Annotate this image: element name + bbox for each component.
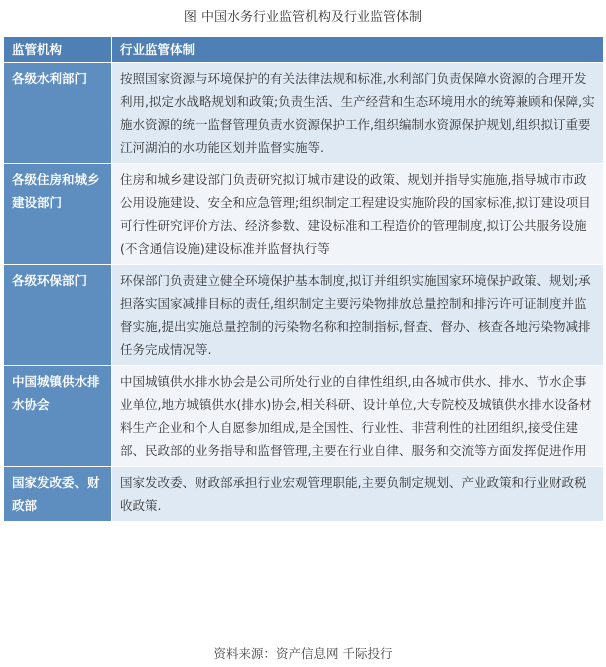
- row-desc-ndrc-mof: 国家发改委、财政部承担行业宏观管理职能,主要负制定规划、产业政策和行业财政税收政策.: [112, 467, 604, 522]
- figure-title: 图 中国水务行业监管机构及行业监管体制: [183, 10, 423, 25]
- table-header-row: [4, 37, 604, 63]
- row-org-ndrc-mof: 国家发改委、财政部: [4, 467, 112, 522]
- row-desc-housing: 住房和城乡建设部门负责研究拟订城市建设的政策、规划并指导实施施,指导城市市政公用设施建设、安全和应急管理;组织制定工程建设实施阶段的国家标准,拟订建设项目可行性研究评价方法、经济参数、建设标准和工程造价的管理制度,拟订公共服务设施(不含通信设施)建设标准并监督执行等: [112, 164, 604, 265]
- table-row: [4, 366, 604, 467]
- header-regulator: 监管机构: [4, 37, 112, 63]
- table-row: [4, 467, 604, 522]
- table-row: [4, 265, 604, 366]
- table-row: [4, 63, 604, 164]
- row-org-water-resources: 各级水利部门: [4, 63, 112, 164]
- regulation-table: [3, 36, 604, 522]
- row-org-housing: 各级住房和城乡建设部门: [4, 164, 112, 265]
- source-note: 资料来源：资产信息网 千际投行: [213, 646, 393, 661]
- row-org-environment: 各级环保部门: [4, 265, 112, 366]
- row-org-water-association: 中国城镇供水排水协会: [4, 366, 112, 467]
- row-desc-environment: 环保部门负责建立健全环境保护基本制度,拟订并组织实施国家环境保护政策、规划;承担落实国家减排目标的责任,组织制定主要污染物排放总量控制和排污许可证制度并监督实施,提出实施总量控制的污染物名称和控制指标,督查、督办、核查各地污染物减排任务完成情况等.: [112, 265, 604, 366]
- row-desc-water-resources: 按照国家资源与环境保护的有关法律法规和标准,水利部门负责保障水资源的合理开发利用,拟定水战略规划和政策;负责生活、生产经营和生态环境用水的统筹兼顾和保障,实施水资源的统一监督管理负责水资源保护工作,组织编制水资源保护规划,组织拟订重要江河湖泊的水功能区划并监督实施等.: [112, 63, 604, 164]
- table-row: [4, 164, 604, 265]
- row-desc-water-association: 中国城镇供水排水协会是公司所处行业的自律性组织,由各城市供水、排水、节水企事业单位,地方城镇供水(排水)协会,相关科研、设计单位,大专院校及城镇供水排水设备材料生产企业和个人自愿参加组成,是全国性、行业性、非营利性的社团组织,接受住建部、民政部的业务指导和监督管理,主要在行业自律、服务和交流等方面发挥促进作用: [112, 366, 604, 467]
- header-regulation-system: 行业监管体制: [112, 37, 604, 63]
